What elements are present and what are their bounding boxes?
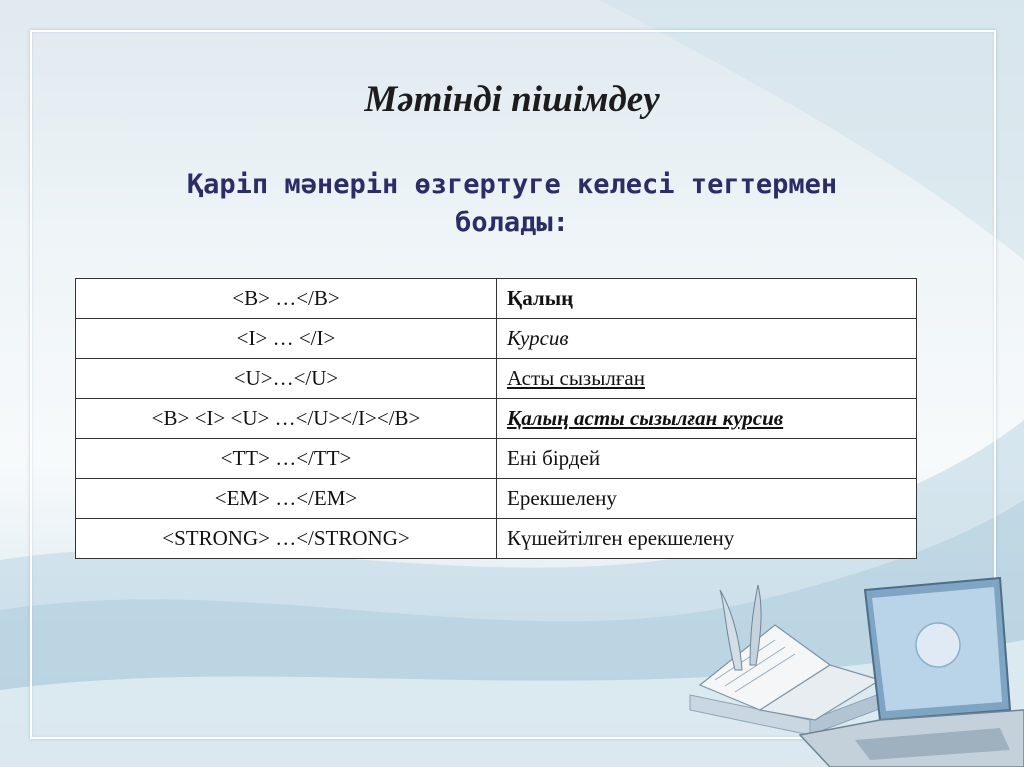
book-icon xyxy=(690,625,890,735)
description-cell: Курсив xyxy=(497,319,917,359)
tag-cell: <B> <I> <U> …</U></I></B> xyxy=(76,399,497,439)
quill-icon xyxy=(720,585,761,670)
table-row xyxy=(76,519,917,559)
table-row xyxy=(76,279,917,319)
tag-cell: <STRONG> …</STRONG> xyxy=(76,519,497,559)
book-and-laptop-illustration xyxy=(680,570,1024,767)
description-cell: Ерекшелену xyxy=(497,479,917,519)
description-cell: Күшейтілген ерекшелену xyxy=(497,519,917,559)
table-row xyxy=(76,439,917,479)
description-cell: Қалың xyxy=(497,279,917,319)
table-row xyxy=(76,359,917,399)
html-tags-table xyxy=(75,278,917,559)
slide-subtitle xyxy=(100,166,924,242)
tag-cell: <U>…</U> xyxy=(76,359,497,399)
slide-title: Мәтінді пішімдеу xyxy=(364,79,660,120)
description-cell: Ені бірдей xyxy=(497,439,917,479)
tag-cell: <I> … </I> xyxy=(76,319,497,359)
subtitle-line-1: Қаріп мәнерін өзгертуге келесі тегтермен xyxy=(186,169,838,200)
tag-cell: <EM> …</EM> xyxy=(76,479,497,519)
description-cell: Асты сызылған xyxy=(497,359,917,399)
table-row xyxy=(76,399,917,439)
table-row xyxy=(76,479,917,519)
tag-cell: <B> …</B> xyxy=(76,279,497,319)
table-row xyxy=(76,319,917,359)
table-body xyxy=(76,279,917,559)
description-cell: Қалың асты сызылған курсив xyxy=(497,399,917,439)
tag-cell: <TT> …</TT> xyxy=(76,439,497,479)
subtitle-line-2: болады: xyxy=(455,207,569,238)
